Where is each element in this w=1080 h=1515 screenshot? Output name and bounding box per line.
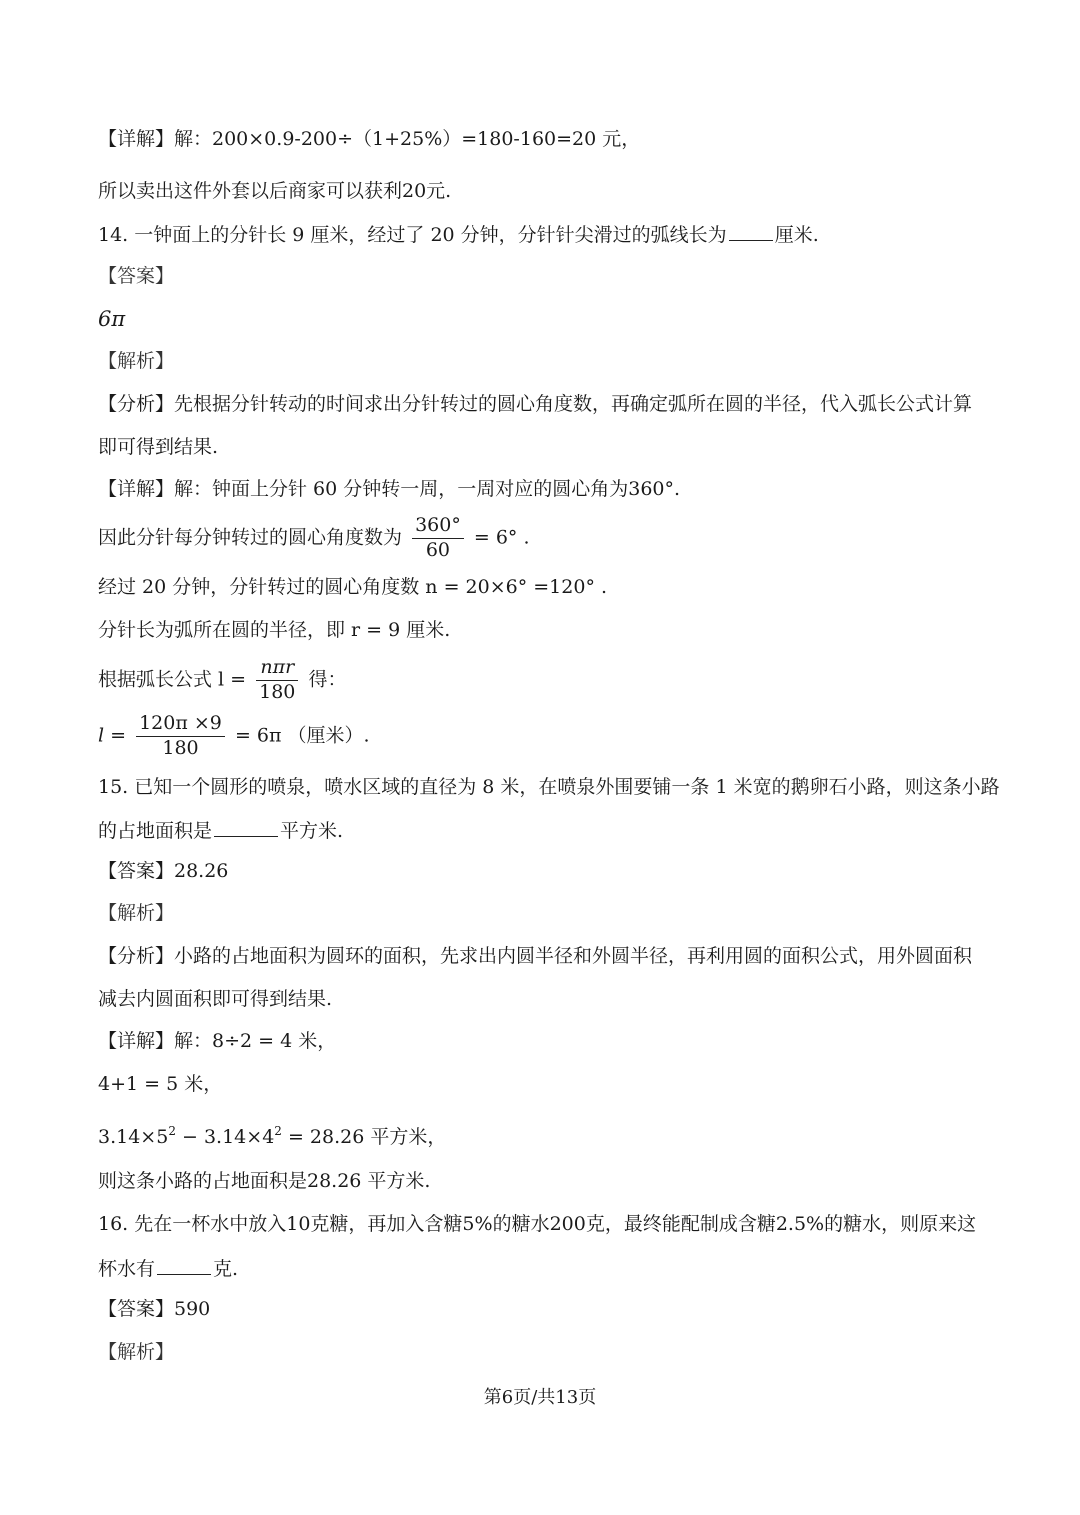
answer-blank <box>729 222 773 241</box>
fraction-denominator: 180 <box>162 736 199 759</box>
question-15-line-2 <box>98 818 343 843</box>
answer-blank <box>214 818 278 837</box>
detail-text: = 6π （厘米）. <box>234 724 370 747</box>
fraction <box>136 712 225 761</box>
answer-16: 【答案】590 <box>98 1298 211 1320</box>
question-14 <box>98 222 819 247</box>
analysis-15-line-2: 减去内圆面积即可得到结果. <box>98 988 333 1010</box>
question-15-unit: 平方米. <box>280 820 344 842</box>
exponent: 2 <box>274 1124 282 1138</box>
question-16-line-1: 16. 先在一杯水中放入10克糖，再加入含糖5%的糖水200克，最终能配制成含糖2.5%的糖水，则原来这 <box>98 1213 977 1235</box>
fraction-denominator: 60 <box>425 538 451 561</box>
exponent: 2 <box>168 1124 176 1138</box>
page-number: 第6页/共13页 <box>483 1387 597 1408</box>
fraction-numerator: nπr <box>256 656 298 681</box>
answer-15: 【答案】28.26 <box>98 860 229 882</box>
conclusion-text: 所以卖出这件外套以后商家可以获利20元. <box>98 180 452 202</box>
question-15-line-1: 15. 已知一个圆形的喷泉，喷水区域的直径为 8 米，在喷泉外围要铺一条 1 米宽的鹅卵石小路，则这条小路 <box>98 776 1000 798</box>
analysis-heading-16: 【解析】 <box>98 1341 175 1363</box>
analysis-14-line-2: 即可得到结果. <box>98 436 219 458</box>
detail-14-line-3: 经过 20 分钟，分针转过的圆心角度数 n = 20×6° =120° . <box>98 576 608 598</box>
answer-14: 6π <box>98 307 126 331</box>
detail-15-line-3 <box>98 1124 446 1149</box>
fraction-denominator: 180 <box>259 680 296 703</box>
question-15-text: 的占地面积是 <box>98 820 213 842</box>
detail-14-line-2 <box>98 514 530 563</box>
detail-14-line-6 <box>98 712 370 761</box>
analysis-15-line-1: 【分析】小路的占地面积为圆环的面积，先求出内圆半径和外圆半径，再利用圆的面积公式，用外圆面积 <box>98 945 973 967</box>
fraction-numerator: 120π ×9 <box>136 712 225 737</box>
detail-15-line-4: 则这条小路的占地面积是28.26 平方米. <box>98 1170 431 1192</box>
detail-text: l = <box>98 724 127 747</box>
detail-text: 根据弧长公式 l = <box>98 668 247 691</box>
fraction-numerator: 360° <box>412 514 464 539</box>
fraction <box>412 514 464 563</box>
question-14-text: 14. 一钟面上的分针长 9 厘米，经过了 20 分钟，分针针尖滑过的弧线长为 <box>98 224 727 246</box>
detail-text: 3.14×5 <box>98 1126 169 1148</box>
detail-text: = 28.26 平方米， <box>281 1126 447 1148</box>
question-16-unit: 克. <box>213 1258 239 1280</box>
detail-14-line-5 <box>98 656 346 705</box>
detail-text: = 6° . <box>473 526 530 549</box>
detail-15-line-2: 4+1 = 5 米， <box>98 1073 223 1095</box>
analysis-14-line-1: 【分析】先根据分针转动的时间求出分针转过的圆心角度数，再确定弧所在圆的半径，代入弧长公式计算 <box>98 393 973 415</box>
detail-14-line-1: 【详解】解：钟面上分针 60 分钟转一周，一周对应的圆心角为360°. <box>98 478 681 500</box>
question-14-unit: 厘米. <box>774 224 819 246</box>
question-16-line-2 <box>98 1256 238 1281</box>
analysis-heading-15: 【解析】 <box>98 902 175 924</box>
conclusion-line-13 <box>98 180 451 203</box>
answer-heading-14: 【答案】 <box>98 265 175 287</box>
fraction <box>256 656 298 705</box>
detail-14-line-4: 分针长为弧所在圆的半径，即 r = 9 厘米. <box>98 619 451 641</box>
detail-text: 【详解】解：200×0.9-200÷（1+25%）=180-160=20 元， <box>98 128 641 150</box>
answer-blank <box>157 1256 211 1275</box>
detail-line-13 <box>98 128 640 151</box>
detail-text: − 3.14×4 <box>175 1126 275 1148</box>
question-16-text: 杯水有 <box>98 1258 156 1280</box>
detail-text: 因此分针每分钟转过的圆心角度数为 <box>98 526 403 549</box>
detail-15-line-1: 【详解】解：8÷2 = 4 米， <box>98 1030 337 1052</box>
analysis-heading-14: 【解析】 <box>98 350 175 372</box>
detail-text: 得： <box>308 668 347 691</box>
